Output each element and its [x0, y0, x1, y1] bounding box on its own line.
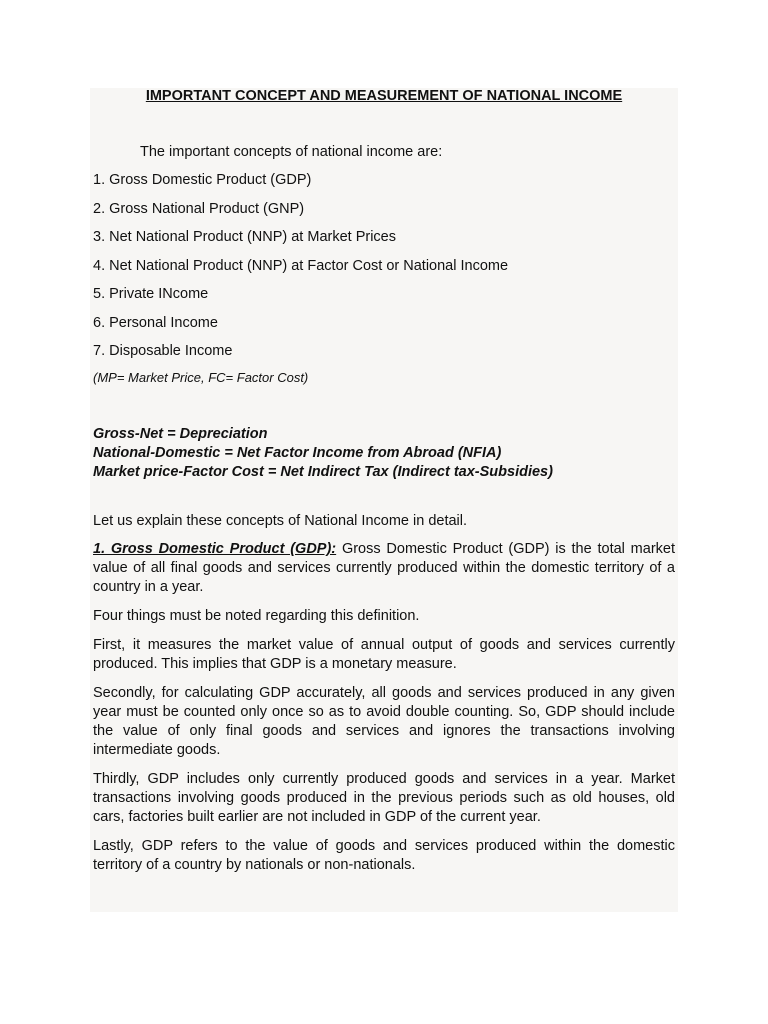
concept-item: 5. Private INcome [93, 286, 209, 302]
gdp-definition: Gross Domestic Product (GDP) is the total market value of all final goods and services currently produced within the domestic territory of a country in a year. [93, 541, 675, 595]
gdp-heading: 1. Gross Domestic Product (GDP): [93, 541, 337, 557]
formula-block [93, 425, 553, 482]
paragraph: Lastly, GDP refers to the value of goods and services produced within the domestic territory of a country by nationals or non-nationals. [93, 838, 675, 873]
formula-line: Market price-Factor Cost = Net Indirect Tax (Indirect tax-Subsidies) [93, 464, 553, 480]
explain-intro: Let us explain these concepts of National Income in detail. [93, 513, 468, 529]
concept-item: 4. Net National Product (NNP) at Factor Cost or National Income [93, 257, 509, 274]
concept-item: 3. Net National Product (NNP) at Market Prices [93, 229, 396, 245]
paragraph: Secondly, for calculating GDP accurately, all goods and services produced in any given year must be counted only once so as to avoid double counting. So, GDP should include the value of only final goods and services and ignores the transactions involving intermediate goods. [93, 685, 675, 758]
formula-line: Gross-Net = Depreciation [93, 426, 268, 442]
paragraph: First, it measures the market value of annual output of goods and services currently produced. This implies that GDP is a monetary measure. [93, 637, 675, 672]
concept-item: 7. Disposable Income [93, 343, 233, 359]
concept-item: 6. Personal Income [93, 314, 218, 331]
formula-line: National-Domestic = Net Factor Income from Abroad (NFIA) [93, 445, 502, 461]
paragraph: Four things must be noted regarding this definition. [93, 608, 420, 624]
paragraph: Thirdly, GDP includes only currently produced goods and services in a year. Market transactions involving goods produced in the previous periods such as old houses, old cars, factories built earlier are not included in GDP of the current year. [93, 771, 675, 825]
intro-text: The important concepts of national income are: [140, 144, 443, 160]
abbreviation-note: (MP= Market Price, FC= Factor Cost) [93, 370, 309, 385]
concept-item: 1. Gross Domestic Product (GDP) [93, 172, 312, 188]
concepts-list [93, 172, 508, 372]
gdp-definition-paragraph [93, 540, 675, 597]
document-title: IMPORTANT CONCEPT AND MEASUREMENT OF NATIONAL INCOME [145, 88, 623, 104]
concept-item: 2. Gross National Product (GNP) [93, 200, 305, 217]
